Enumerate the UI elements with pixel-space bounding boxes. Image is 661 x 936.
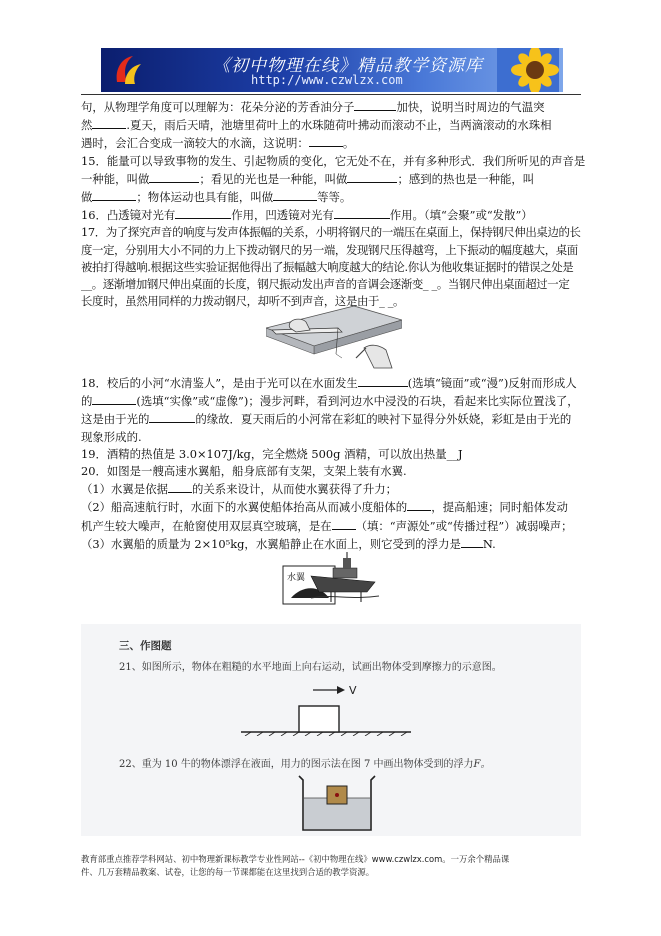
- banner-title: 《初中物理在线》精品教学资源库: [213, 56, 483, 76]
- footer-line-2: 件、几万套精品教案、试卷，让您的每一节课都能在这里找到合适的教学资源。: [81, 867, 375, 877]
- question-16: 16．凸透镜对光有 作用，凹透镜对光有 作用。（填“会聚”或“发散”）: [81, 208, 533, 223]
- hydrofoil-boat-figure: [281, 548, 381, 606]
- question-19: 19．酒精的热值是 3.0×107J/kg，完全燃烧 500g 酒精，可以放出热量__J: [81, 446, 463, 461]
- question-20: 20．如图是一艘高速水翼船，船身底部有支架，支架上装有水翼. （1）水翼是依据 的关系来设计，从而使水翼获得了升力； （2）船高速航行时，水面下的水翼使船体抬高从而减小度船体的 ，提高船速；同时船体发动 机产生较大噪声，在舱窗使用双层真空玻璃，是在 （填：“声源处”或“传播过程”）减弱噪声； （3）水翼船的质量为 2×10⁵kg，水翼船静止在水面上，则它受到的浮力是 N.: [81, 464, 573, 551]
- question-15: 15．能量可以导致事物的发生、引起物质的变化，它无处不在，并有多种形式．我们所听见的声音是 一种能，叫做 ；看见的光也是一种能，叫做 ；感到的热也是一种能，叫 做 ；物体运动也具有能，叫做 等等。: [81, 153, 586, 205]
- banner-url[interactable]: http://www.czwlzx.com: [251, 73, 403, 87]
- question-17: 17．为了探究声音的响度与发声体振幅的关系，小明将钢尺的一端压在桌面上，保持钢尺伸出桌边的长 度一定，分别用大小不同的力上下拨动钢尺的另一端，发现钢尺压得越弯，上下振动的幅度越大，桌面 被拍打得越响.根据这些实验证据他得出了振幅越大响度越大的结论.你认为他收集证据时的错误之处是 __。逐渐增加钢尺伸出桌面的长度，钢尺振动发出声音的音调会逐渐变_ _。当钢尺伸出桌面超过一定 长度时，虽然用同样的力拨动钢尺，却听不到声音，这是由于_ _。: [81, 225, 581, 309]
- friction-diagram: [221, 676, 421, 736]
- beaker-diagram: [293, 772, 381, 834]
- drawing-section: [81, 624, 581, 836]
- velocity-label: V: [349, 684, 357, 697]
- question-text-2: [81, 374, 581, 553]
- question-text: [81, 98, 586, 310]
- header-banner: [101, 48, 563, 92]
- footer-line-1: 教育部重点推荐学科网站、初中物理新课标教学专业性网站--《初中物理在线》www.czwlzx.com。一万余个精品课: [81, 854, 510, 864]
- ruler-on-table-figure: [266, 306, 402, 372]
- intro-paragraph: 句，从物理学角度可以理解为：花朵分泌的芳香油分子 加快，说明当时周边的气温突 然 .夏天，雨后天晴，池塘里荷叶上的水珠随荷叶拂动而滚动不止，当两滴滚动的水珠相 遇时，会汇合变成一滴较大的水滴，这说明： 。: [81, 100, 552, 151]
- question-21: 21、如图所示，物体在粗糙的水平地面上向右运动，试画出物体受到摩擦力的示意图。: [119, 662, 502, 673]
- page-footer: [81, 853, 581, 879]
- sunflower-icon: [497, 48, 559, 92]
- question-22: 22、重为 10 牛的物体漂浮在液面，用力的图示法在图 7 中画出物体受到的浮力F。: [119, 759, 491, 770]
- boat-label: 水翼: [287, 573, 306, 583]
- section-heading: 三、作图题: [119, 640, 172, 652]
- header-rule: [81, 94, 581, 95]
- question-18: 18．校后的小河“水清鉴人”，是由于光可以在水面发生 (选填“镜面”或“漫”)反射而形成人 的 (选填“实像”或“虚像”)；漫步河畔，看到河边水中浸没的石块，看起来比实际位置浅了， 这是由于光的 的缘故．夏天雨后的小河常在彩虹的映衬下显得分外妖娆，彩虹是由于光的 现象形成的.: [81, 376, 579, 444]
- site-logo-icon: [111, 52, 147, 88]
